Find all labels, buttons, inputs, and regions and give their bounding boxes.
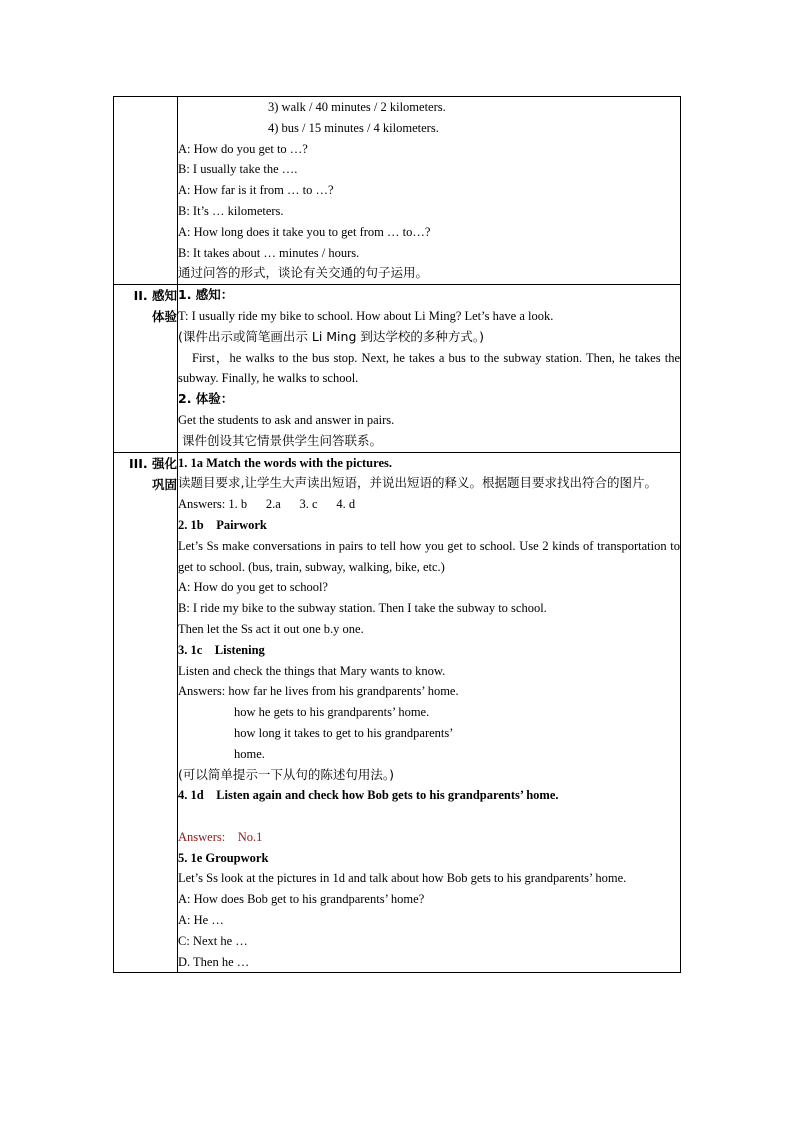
dialog-line: A: How do you get to …? [178,141,308,156]
dialog-line: A: How do you get to school? [178,580,328,595]
dialog-line: D. Then he … [178,954,250,969]
section-heading: 4. 1d Listen again and check how Bob gets to his grandparents’ home. [178,788,559,803]
lesson-plan-table [113,96,681,973]
row1-content [178,97,681,285]
section-heading: 1. 1a Match the words with the pictures. [178,455,392,470]
instruction-line: Listen and check the things that Mary wants to know. [178,663,446,678]
section-heading: 5. 1e Groupwork [178,850,269,865]
section-heading: 2. 1b Pairwork [178,517,267,532]
answers-line: how he gets to his grandparents’ home. [234,705,430,720]
table-row [114,452,681,973]
dialog-line: B: I usually take the …. [178,162,298,177]
section-heading: 1. 感知： [178,287,234,303]
option-walk: 3) walk / 40 minutes / 2 kilometers. [268,100,446,114]
row-label-reinforce [114,452,178,973]
section-heading: 2. 体验： [178,391,234,407]
dialog-line: A: He … [178,913,224,928]
instruction-paragraph: Let’s Ss make conversations in pairs to tell how you get to school. Use 2 kinds of transportation to get to school. (bus, train, subway, walking, bike, etc.) [178,538,680,574]
instruction-paragraph: 读题目要求,让学生大声读出短语，并说出短语的释义。根据题目要求找出符合的图片。 [178,475,657,491]
story-paragraph: First，he walks to the bus stop. Next, he takes a bus to the subway station. Then, he takes the subway. Finally, he walks to school. [178,350,680,386]
instruction-line: Get the students to ask and answer in pairs. [178,412,395,427]
courseware-note: 课件创设其它情景供学生问答联系。 [182,432,383,448]
dialog-line: A: How long does it take you to get from … to…? [178,224,431,239]
answers-line: Answers: 1. b 2.a 3. c 4. d [178,497,356,512]
row3-content [178,452,681,973]
instruction-line: Then let the Ss act it out one b.y one. [178,621,364,636]
label-line: III. 强化 [128,455,177,471]
option-bus: 4) bus / 15 minutes / 4 kilometers. [268,120,439,135]
dialog-line: C: Next he … [178,933,248,948]
section-heading: 3. 1c Listening [178,642,265,657]
row-label-empty [114,97,178,285]
dialog-line: B: I ride my bike to the subway station. Then I take the subway to school. [178,601,547,616]
row-label-perceive [114,285,178,452]
instruction-paragraph: Let’s Ss look at the pictures in 1d and talk about how Bob gets to his grandparents’ home. [178,871,627,886]
dialog-line: B: It’s … kilometers. [178,203,284,218]
courseware-note: (课件出示或简笔画出示 Li Ming 到达学校的多种方式。) [178,328,484,344]
dialog-line: B: It takes about … minutes / hours. [178,245,360,260]
answers-line: Answers: how far he lives from his grandparents’ home. [178,684,459,699]
dialog-line: A: How does Bob get to his grandparents’ home? [178,892,425,907]
answers-line: Answers: No.1 [178,829,263,844]
teacher-line: T: I usually ride my bike to school. How about Li Ming? Let’s have a look. [178,308,554,323]
label-line: 巩固 [151,476,177,492]
hint-note: (可以简单提示一下从句的陈述句用法。) [178,766,395,782]
answers-line: how long it takes to get to his grandparents’ [234,725,454,740]
label-line: 体验 [151,309,177,325]
answers-line: home. [234,746,265,761]
summary-note: 通过问答的形式，谈论有关交通的句子运用。 [178,265,429,281]
blank-line [178,806,680,827]
label-line: II. 感知 [133,288,177,304]
table-row [114,97,681,285]
dialog-line: A: How far is it from … to …? [178,183,334,198]
table-row [114,285,681,452]
row2-content [178,285,681,452]
